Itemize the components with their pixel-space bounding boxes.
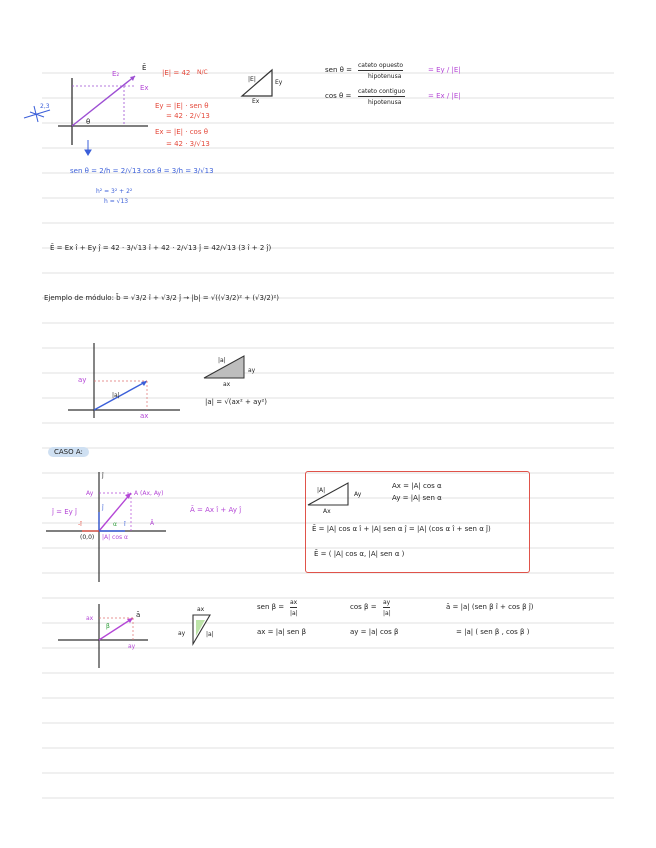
sen-def-left: sen θ = (325, 66, 352, 74)
tri1-hyp: |E| (248, 76, 256, 83)
blue-down-arrow (85, 140, 91, 155)
box-components: Ē = ( |A| cos α, |A| sen α ) (314, 550, 405, 558)
section1-vector (72, 76, 135, 126)
tri1-opp: Ey (275, 79, 283, 86)
ex-axis-label: Ex (140, 84, 149, 92)
ruled-lines (42, 73, 614, 798)
ey-formula-1: Ey = |E| · sen θ (155, 102, 209, 110)
s4-neg-i: -î (78, 521, 82, 528)
s5-ax-eq: ax = |a| sen β (257, 628, 307, 636)
cos-def-left: cos θ = (325, 92, 352, 100)
section5-vector (99, 618, 133, 640)
s5-sen-b-den: |a| (290, 610, 298, 617)
e-modulus-unit: N/C (197, 69, 208, 76)
box-ax-eq: Ax = |A| cos α (392, 482, 442, 490)
s4-ai: Ā = Ax î + Ay ĵ (190, 506, 242, 514)
s5-ay-eq: ay = |a| cos β (350, 628, 399, 636)
s5-a-eq2: = |a| ( sen β , cos β ) (456, 628, 530, 636)
s4-j: ĵ (102, 504, 104, 511)
s5-ay: ay (128, 643, 136, 650)
s5-tri-ay: ay (178, 630, 186, 637)
s4-origin: (0,0) (80, 534, 95, 541)
e-modulus: |E| = 42 (162, 69, 191, 77)
s4-cos-sin: |A| cos α (102, 534, 129, 541)
s3-ay: ay (78, 376, 87, 384)
box-ay: Ay (354, 491, 362, 498)
box-eq: Ē = |A| cos α î + |A| sen α ĵ = |A| (cos α î + sen α ĵ) (312, 525, 491, 533)
vector-equation: Ē = Ex î + Ey ĵ = 42 · 3/√13 î + 42 · 2/√13 ĵ = 42/√13 (3 î + 2 ĵ) (50, 244, 272, 252)
s3-tri-a: |a| (218, 357, 226, 364)
s5-a-eq1: ā = |a| (sen β î + cos β ĵ) (446, 603, 534, 611)
sen-def-right: = Ey / |E| (428, 66, 461, 74)
ex-formula-1: Ex = |E| · cos θ (155, 128, 208, 136)
s5-ax: ax (86, 615, 94, 622)
box-a: |A| (317, 487, 326, 494)
small-vector-label: 2,3 (40, 103, 50, 110)
section1-axes (58, 78, 148, 145)
ex-formula-2: = 42 · 3/√13 (166, 140, 210, 148)
caso-a-label: CASO A: (48, 447, 89, 457)
s4-ay: Ay (86, 490, 94, 497)
s5-sen-b-num: ax (290, 599, 298, 606)
hyp-formula-1: h² = 3² + 2² (96, 188, 133, 195)
sen-def-num: cateto opuesto (358, 62, 404, 69)
s3-tri-ay: ay (248, 367, 256, 374)
s4-eq-left: ĵ = Ey ĵ (52, 508, 77, 516)
cos-def-den: hipotenusa (368, 99, 402, 106)
section1-triangle (242, 70, 272, 96)
s4-i: î (124, 521, 126, 528)
ey-formula-2: = 42 · 2/√13 (166, 112, 210, 120)
cos-def-right: = Ex / |E| (428, 92, 461, 100)
s5-cos-b: cos β = (350, 603, 377, 611)
e-vector-label: Ē (142, 64, 147, 72)
box-ax: Ax (323, 508, 331, 515)
s4-axis-j: ĵ (102, 472, 104, 479)
s5-sen-b: sen β = (257, 603, 285, 611)
box-ay-eq: Ay = |A| sen α (392, 494, 442, 502)
s3-ax: ax (140, 412, 149, 420)
s4-a-vec: Ā (150, 520, 155, 527)
s3-modulus: |a| = √(ax² + ay²) (205, 398, 268, 406)
s5-tri-ax: ax (197, 606, 205, 613)
s4-a-point: A (Ax, Ay) (134, 490, 164, 497)
s5-cos-b-num: ay (383, 599, 391, 606)
s5-tri-a: |a| (206, 631, 214, 638)
cos-def-num: cateto contiguo (358, 88, 406, 95)
s4-alpha: α (113, 521, 117, 528)
section3-vector (94, 381, 147, 410)
s5-beta: β (106, 623, 110, 630)
hyp-formula-2: h = √13 (104, 198, 129, 205)
ey-axis-label: E₂ (112, 70, 120, 78)
s5-a-vec: ā (136, 611, 141, 619)
section5-axes (58, 604, 148, 668)
sen-def-den: hipotenusa (368, 73, 402, 80)
s3-a: |a| (112, 392, 120, 399)
s5-cos-b-den: |a| (383, 610, 391, 617)
s3-tri-ax: ax (223, 381, 231, 388)
sen-cos-values: sen θ = 2/h = 2/√13 cos θ = 3/h = 3/√13 (70, 167, 214, 175)
theta-label: θ (86, 118, 91, 126)
modulo-example: Ejemplo de módulo: b̄ = √3/2 î + √3/2 ĵ → |b| = √((√3/2)² + (√3/2)²) (44, 294, 280, 302)
tri1-adj: Ex (252, 98, 260, 105)
